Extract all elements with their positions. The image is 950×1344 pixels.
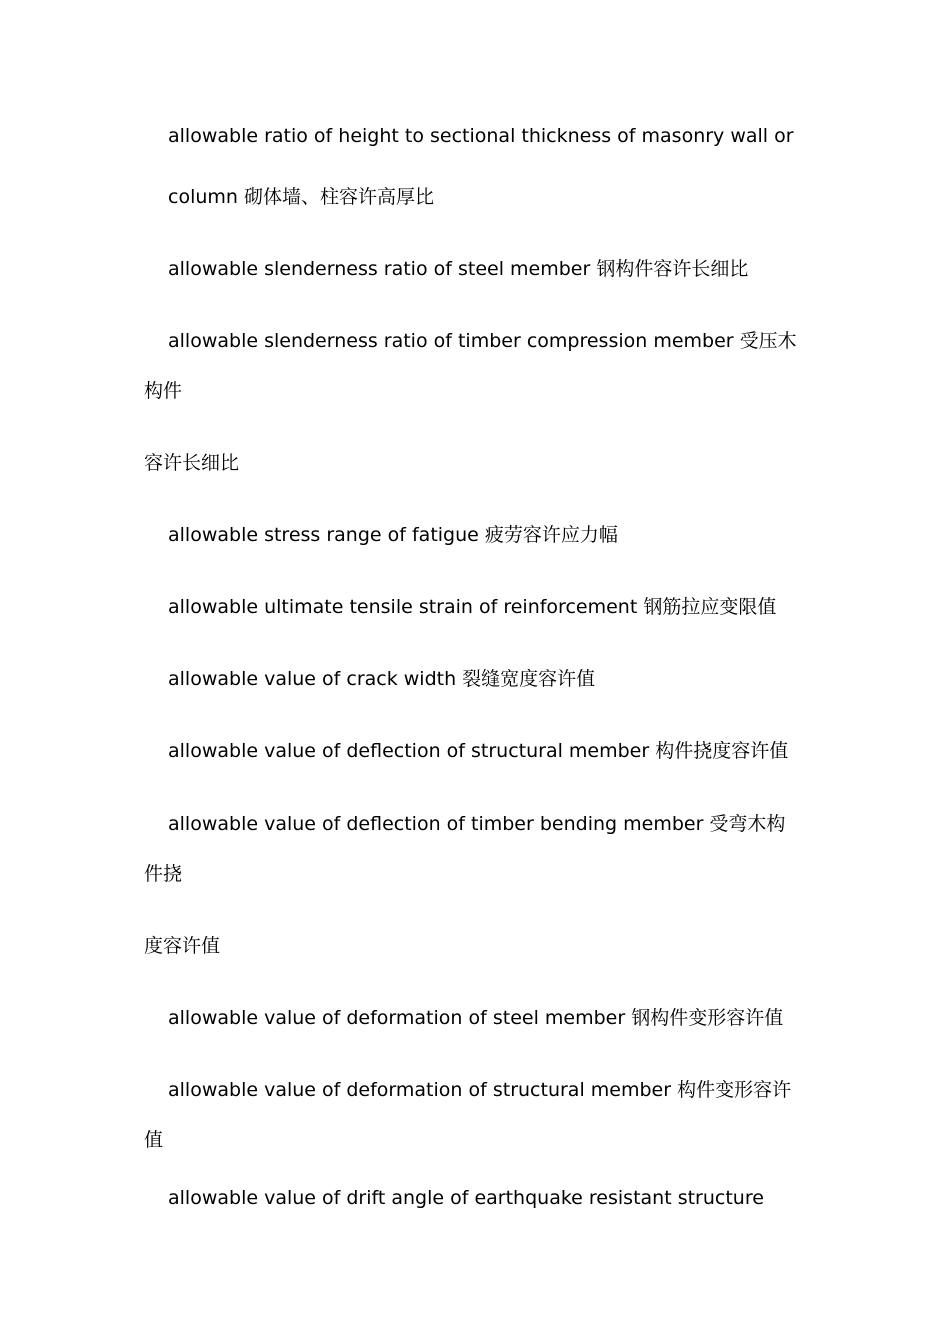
text-line: column 砌体墙、柱容许高厚比	[168, 186, 434, 208]
text-line: allowable value of deflection of structural member 构件挠度容许值	[168, 740, 789, 762]
text-line: allowable stress range of fatigue 疲劳容许应力幅	[168, 524, 618, 546]
text-line: allowable value of drift angle of earthquake resistant structure	[168, 1187, 764, 1209]
text-line: allowable value of crack width 裂缝宽度容许值	[168, 668, 596, 690]
text-line: allowable value of deflection of timber bending member 受弯木构	[168, 813, 786, 835]
text-line: allowable slenderness ratio of timber compression member 受压木	[168, 330, 797, 352]
text-line: 构件	[144, 380, 183, 402]
text-line: 容许长细比	[144, 452, 240, 474]
text-line: 值	[144, 1129, 164, 1151]
text-line: allowable ultimate tensile strain of reinforcement 钢筋拉应变限值	[168, 596, 777, 618]
text-line: allowable slenderness ratio of steel member 钢构件容许长细比	[168, 258, 749, 280]
text-line: allowable ratio of height to sectional thickness of masonry wall or	[168, 125, 794, 147]
text-line: allowable value of deformation of structural member 构件变形容许	[168, 1079, 792, 1101]
text-line: 件挠	[144, 863, 183, 885]
text-line: 度容许值	[144, 935, 221, 957]
text-line: allowable value of deformation of steel member 钢构件变形容许值	[168, 1007, 784, 1029]
